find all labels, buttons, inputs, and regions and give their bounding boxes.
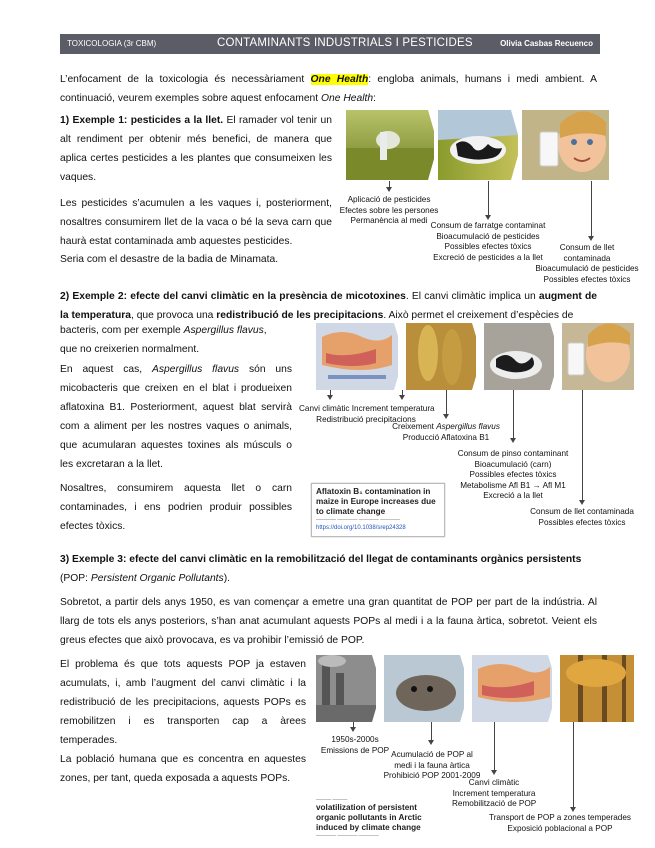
- example-1-text: 1) Exemple 1: pesticides a la llet. El ramader vol tenir un alt rendiment per obtenir més benefici, de manera que aplica certes pesticides a les plantes que consumeixen les vaques.: [60, 115, 332, 183]
- example-3-paragraph-2: El problema és que tots aquests POP ja estaven acumulats, i, amb l’augment del canvi climàtic i la redistribució de les precipitacions, aquests POPs es remobilitzen i es transporten cap a àrees temperades.: [60, 659, 306, 746]
- annotation-pop-transport: Transport de POP a zones temperades Exposició poblacional a POP: [489, 813, 631, 833]
- annotation-milk-consumption: Consum de llet contaminada Bioacumulació de pesticides Possibles efectes tòxics: [535, 243, 639, 284]
- annotation-feed-consumption: Consum de pinso contaminant Bioacumulació (carn) Possibles efectes tòxics Metabolisme Afl B1 → Afl M1 Excreció a la llet: [457, 449, 569, 500]
- author-name: Olivia Casbas Recuenco: [500, 39, 593, 48]
- example-3-paragraph-3: La població humana que es concentra en aquestes zones, per tant, queda exposada a aquests POPs.: [60, 754, 306, 784]
- annotation-milk-intake: Consum de llet contaminada Possibles efectes tòxics: [530, 507, 634, 527]
- article-doi-link[interactable]: https://doi.org/10.1038/srep24328: [316, 525, 406, 531]
- pop-image-strip: [316, 655, 634, 722]
- annotation-climate-remobilization: Canvi climàtic Increment temperatura Remobilització de POP: [452, 778, 537, 808]
- example-1-paragraph-2: Les pesticides s’acumulen a les vaques i, posteriorment, nosaltres consumirem llet de la vaca o bé la seva carn que haurà estat contaminada amb aquestes pesticides.: [60, 198, 332, 247]
- annotation-pop-emissions: 1950s-2000s Emissions de POP: [320, 735, 390, 755]
- example-3-title: 3) Exemple 3: efecte del canvi climàtic en la remobilització del llegat de contaminants orgànics persistents: [60, 554, 582, 565]
- annotation-climate-change: Canvi climàtic Increment temperatura Redistribució precipitacions: [299, 404, 435, 424]
- document-title: CONTAMINANTS INDUSTRIALS I PESTICIDES: [217, 37, 473, 49]
- aflatoxin-article-reference: Aflatoxin B₁ contamination in maize in Europe increases due to climate change ———— ———— ———— ———— https://doi.org/10.1038/srep24328: [311, 483, 445, 537]
- example-2-paragraph-1: bacteris, com per exemple Aspergillus flavus, que no creixerien normalment.: [60, 325, 267, 355]
- pop-article-reference: ——— ——— volatilization of persistent organic pollutants in Arctic induced by climate change ———— ———— ————: [312, 795, 446, 835]
- pesticide-milk-image-strip: [346, 110, 609, 180]
- example-1-title: 1) Exemple 1: pesticides a la llet.: [60, 115, 224, 126]
- mycotoxin-image-strip: [316, 323, 634, 390]
- example-1-paragraph-3: Seria com el desastre de la badia de Minamata.: [60, 254, 279, 265]
- example-3-paragraph-1: Sobretot, a partir dels anys 1950, es van començar a emetre una gran quantitat de POP per part de la indústria. Al llarg de tots els anys posteriors, s’han anat acumulant aquests POPs al medi i a la fauna àrtica, sobretot. Veient els greus efectes que això provocava, es va prohibir l’emissió de POP.: [60, 597, 597, 646]
- intro-paragraph: L’enfocament de la toxicologia és necessàriament One Health: engloba animals, humans i medi ambient. A continuació, veurem exemples sobre aquest enfocament One Health:: [60, 74, 597, 104]
- annotation-pesticide-application: Aplicació de pesticides Efectes sobre les persones Permanència al medi: [339, 195, 439, 225]
- page-header: [60, 34, 600, 54]
- example-2-title: 2) Exemple 2: efecte del canvi climàtic en la presència de micotoxines: [60, 291, 406, 302]
- one-health-highlight: One Health: [310, 74, 369, 85]
- example-3-title-block: 3) Exemple 3: efecte del canvi climàtic en la remobilització del llegat de contaminants orgànics persistents (POP: Persistent Organic Pollutants).: [60, 554, 582, 584]
- annotation-arctic-accumulation: Acumulació de POP al medi i la fauna àrtica Prohibició POP 2001-2009: [383, 750, 481, 780]
- annotation-forage-consumption: Consum de farratge contaminat Bioacumulació de pesticides Possibles efectes tòxics Excreció de pesticides a la llet: [430, 221, 546, 262]
- annotation-aspergillus-growth: Creixement Aspergillus flavus Producció Aflatoxina B1: [392, 422, 500, 442]
- course-label: TOXICOLOGIA (3r CBM): [67, 39, 157, 48]
- example-2-intro: 2) Exemple 2: efecte del canvi climàtic en la presència de micotoxines. El canvi climàtic implica un augment de la temperatura, que provoca una redistribució de les precipitacions. Això permet el creixement d’espècies de: [60, 291, 597, 321]
- example-2-paragraph-2: En aquest cas, Aspergillus flavus són uns micobacteris que creixen en el blat i produeixen aflatoxina B1. Posteriorment, aquest blat servirà com a aliment per les nostres vaques o animals, que acumularan aquestes toxines als músculs o les excretaran a la llet.: [60, 364, 293, 470]
- example-2-paragraph-3: Nosaltres, consumirem aquesta llet o carn contaminades, i ens podrien produir possibles efectes tòxics.: [60, 483, 292, 532]
